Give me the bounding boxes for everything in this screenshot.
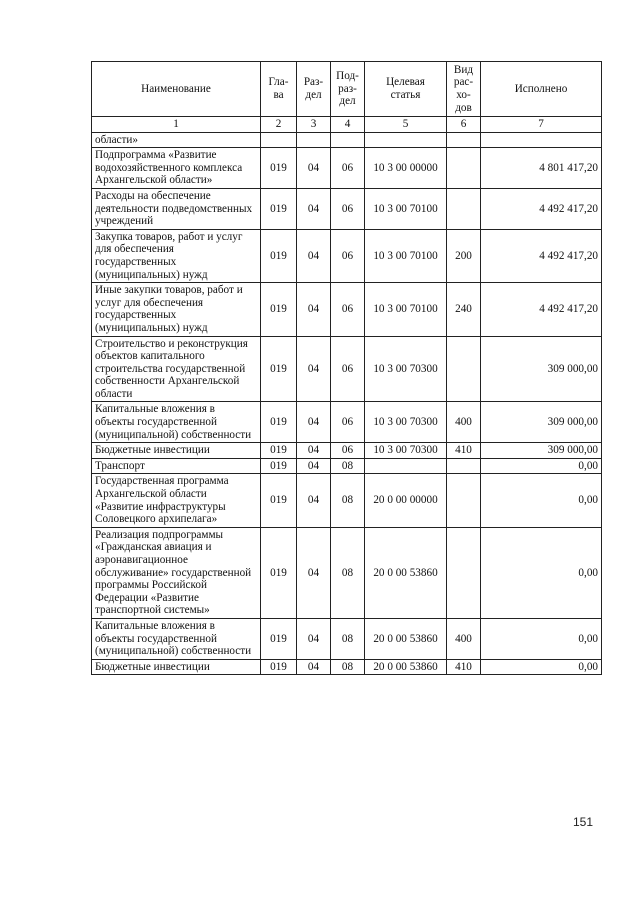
- header-executed: Исполнено: [481, 62, 602, 117]
- row-exptype: [447, 474, 481, 527]
- row-target: 20 0 00 53860: [365, 618, 447, 659]
- row-executed: 0,00: [481, 659, 602, 675]
- row-exptype: [447, 148, 481, 189]
- row-target: 10 3 00 00000: [365, 148, 447, 189]
- row-subsection: 08: [331, 458, 365, 474]
- column-number: 4: [331, 117, 365, 133]
- row-exptype: 200: [447, 229, 481, 282]
- row-chapter: 019: [261, 229, 297, 282]
- row-executed: 0,00: [481, 458, 602, 474]
- row-exptype: 400: [447, 618, 481, 659]
- row-target: 10 3 00 70100: [365, 188, 447, 229]
- row-chapter: 019: [261, 443, 297, 459]
- row-chapter: [261, 132, 297, 148]
- row-subsection: 06: [331, 148, 365, 189]
- row-target: 10 3 00 70300: [365, 402, 447, 443]
- column-number-row: [92, 117, 602, 133]
- row-section: 04: [297, 148, 331, 189]
- row-section: 04: [297, 443, 331, 459]
- row-section: [297, 132, 331, 148]
- row-chapter: 019: [261, 474, 297, 527]
- row-section: 04: [297, 527, 331, 618]
- row-section: 04: [297, 188, 331, 229]
- row-executed: 309 000,00: [481, 443, 602, 459]
- row-executed: 4 801 417,20: [481, 148, 602, 189]
- row-name: Подпрограмма «Развитие водохозяйственного комплекса Архангельской области»: [92, 148, 261, 189]
- row-subsection: 08: [331, 659, 365, 675]
- row-section: 04: [297, 659, 331, 675]
- header-name: Наименование: [92, 62, 261, 117]
- row-chapter: 019: [261, 188, 297, 229]
- table-row: [92, 458, 602, 474]
- row-exptype: 410: [447, 443, 481, 459]
- row-section: 04: [297, 618, 331, 659]
- row-exptype: 400: [447, 402, 481, 443]
- row-subsection: 08: [331, 618, 365, 659]
- table-row: [92, 402, 602, 443]
- table-row: [92, 527, 602, 618]
- row-target: 10 3 00 70100: [365, 283, 447, 336]
- row-target: [365, 132, 447, 148]
- row-target: 20 0 00 53860: [365, 527, 447, 618]
- row-subsection: 06: [331, 402, 365, 443]
- column-number: 3: [297, 117, 331, 133]
- row-name: Капитальные вложения в объекты государственной (муниципальной) собственности: [92, 618, 261, 659]
- row-exptype: [447, 527, 481, 618]
- column-number: 1: [92, 117, 261, 133]
- row-exptype: [447, 336, 481, 402]
- budget-execution-table: [91, 61, 602, 675]
- row-target: [365, 458, 447, 474]
- row-chapter: 019: [261, 336, 297, 402]
- row-section: 04: [297, 458, 331, 474]
- row-target: 10 3 00 70100: [365, 229, 447, 282]
- row-section: 04: [297, 336, 331, 402]
- row-subsection: 06: [331, 188, 365, 229]
- table-row: [92, 229, 602, 282]
- row-chapter: 019: [261, 283, 297, 336]
- row-name: Капитальные вложения в объекты государственной (муниципальной) собственности: [92, 402, 261, 443]
- row-name: Транспорт: [92, 458, 261, 474]
- column-number: 5: [365, 117, 447, 133]
- row-subsection: 06: [331, 336, 365, 402]
- table-row: [92, 188, 602, 229]
- row-chapter: 019: [261, 402, 297, 443]
- header-section: Раз- дел: [297, 62, 331, 117]
- row-subsection: 06: [331, 283, 365, 336]
- row-exptype: [447, 132, 481, 148]
- row-subsection: 08: [331, 474, 365, 527]
- row-subsection: 08: [331, 527, 365, 618]
- table-row: [92, 148, 602, 189]
- row-name: Реализация подпрограммы «Гражданская авиация и аэронавигационное обслуживание» государственной программы Российской Федерации «Развитие транспортной системы»: [92, 527, 261, 618]
- row-chapter: 019: [261, 148, 297, 189]
- table-row: [92, 474, 602, 527]
- row-chapter: 019: [261, 527, 297, 618]
- row-name: Бюджетные инвестиции: [92, 659, 261, 675]
- table-row: [92, 659, 602, 675]
- header-target: Целевая статья: [365, 62, 447, 117]
- row-name: Бюджетные инвестиции: [92, 443, 261, 459]
- row-exptype: 410: [447, 659, 481, 675]
- row-target: 20 0 00 53860: [365, 659, 447, 675]
- row-executed: 309 000,00: [481, 402, 602, 443]
- table-body: [92, 132, 602, 675]
- row-executed: 309 000,00: [481, 336, 602, 402]
- row-section: 04: [297, 474, 331, 527]
- row-chapter: 019: [261, 618, 297, 659]
- row-name: Закупка товаров, работ и услуг для обеспечения государственных (муниципальных) нужд: [92, 229, 261, 282]
- table-row: [92, 443, 602, 459]
- row-exptype: [447, 458, 481, 474]
- row-chapter: 019: [261, 659, 297, 675]
- row-name: области»: [92, 132, 261, 148]
- row-section: 04: [297, 402, 331, 443]
- row-section: 04: [297, 229, 331, 282]
- row-target: 10 3 00 70300: [365, 336, 447, 402]
- row-executed: 0,00: [481, 474, 602, 527]
- column-number: 2: [261, 117, 297, 133]
- table-row: [92, 132, 602, 148]
- page-number: 151: [573, 815, 594, 829]
- row-chapter: 019: [261, 458, 297, 474]
- row-name: Строительство и реконструкция объектов капитального строительства государственной собственности Архангельской области: [92, 336, 261, 402]
- row-section: 04: [297, 283, 331, 336]
- row-executed: 4 492 417,20: [481, 283, 602, 336]
- table-row: [92, 618, 602, 659]
- row-subsection: 06: [331, 229, 365, 282]
- row-executed: 4 492 417,20: [481, 229, 602, 282]
- row-name: Государственная программа Архангельской области «Развитие инфраструктуры Соловецкого архипелага»: [92, 474, 261, 527]
- row-target: 10 3 00 70300: [365, 443, 447, 459]
- header-exptype: Вид рас- хо- дов: [447, 62, 481, 117]
- row-target: 20 0 00 00000: [365, 474, 447, 527]
- table-row: [92, 283, 602, 336]
- header-row: [92, 62, 602, 117]
- row-exptype: [447, 188, 481, 229]
- column-number: 6: [447, 117, 481, 133]
- row-name: Расходы на обеспечение деятельности подведомственных учреждений: [92, 188, 261, 229]
- header-chapter: Гла- ва: [261, 62, 297, 117]
- row-executed: 0,00: [481, 618, 602, 659]
- row-subsection: 06: [331, 443, 365, 459]
- header-subsection: Под- раз- дел: [331, 62, 365, 117]
- row-subsection: [331, 132, 365, 148]
- row-name: Иные закупки товаров, работ и услуг для обеспечения государственных (муниципальных) нужд: [92, 283, 261, 336]
- table-row: [92, 336, 602, 402]
- column-number: 7: [481, 117, 602, 133]
- row-executed: [481, 132, 602, 148]
- row-executed: 4 492 417,20: [481, 188, 602, 229]
- row-exptype: 240: [447, 283, 481, 336]
- row-executed: 0,00: [481, 527, 602, 618]
